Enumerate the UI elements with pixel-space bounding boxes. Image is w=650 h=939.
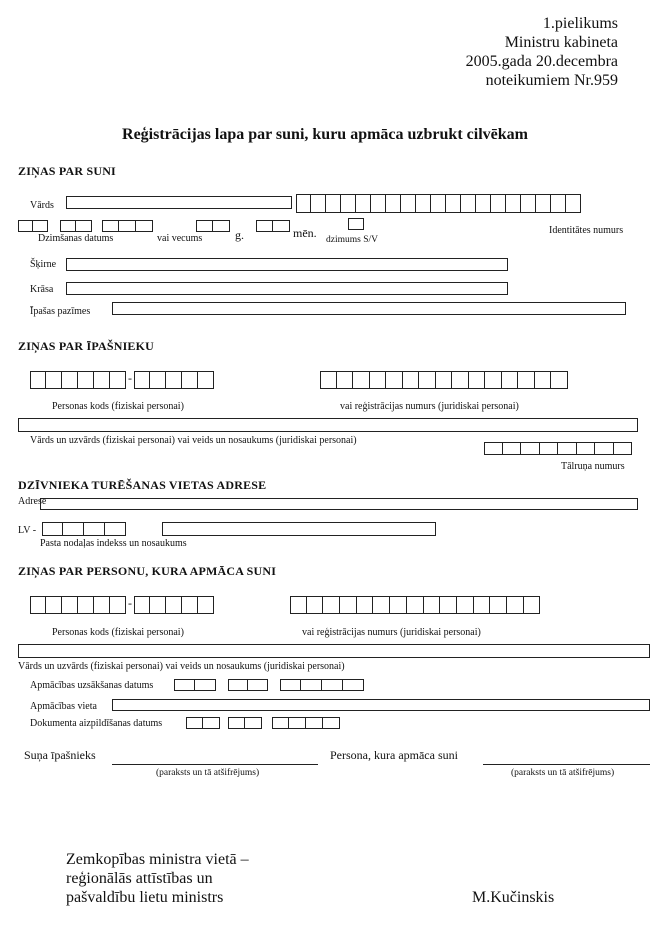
owner-reg-boxes[interactable] bbox=[320, 371, 568, 389]
char-box[interactable] bbox=[507, 596, 524, 614]
char-box[interactable] bbox=[42, 522, 63, 536]
char-box[interactable] bbox=[371, 194, 386, 213]
sex-label: dzimums S/V bbox=[326, 235, 378, 245]
address-input[interactable] bbox=[40, 498, 638, 510]
trainer-name-label: Vārds un uzvārds (fiziskai personai) vai veids un nosaukums (juridiskai personai) bbox=[18, 661, 345, 672]
char-box[interactable] bbox=[614, 442, 633, 455]
footer-line-1: Zemkopības ministra vietā – bbox=[66, 851, 249, 868]
char-box[interactable] bbox=[343, 679, 364, 691]
char-box[interactable] bbox=[150, 596, 166, 614]
char-box[interactable] bbox=[390, 596, 407, 614]
char-box[interactable] bbox=[213, 220, 230, 232]
annex-header bbox=[466, 14, 618, 90]
owner-signature-line[interactable] bbox=[112, 764, 318, 765]
trainer-signature-hint: (paraksts un tā atšifrējums) bbox=[511, 768, 615, 778]
trainer-reg-boxes[interactable] bbox=[290, 596, 540, 614]
char-box[interactable] bbox=[386, 371, 403, 389]
char-box[interactable] bbox=[186, 717, 203, 729]
minister-name: M.Kučinskis bbox=[472, 889, 555, 906]
char-box[interactable] bbox=[595, 442, 614, 455]
birth-date-label: Dzimšanas datums bbox=[38, 233, 114, 244]
char-box[interactable] bbox=[431, 194, 446, 213]
char-box[interactable] bbox=[558, 442, 577, 455]
footer-line-2: reģionālās attīstības un bbox=[66, 870, 213, 887]
char-box[interactable] bbox=[290, 596, 307, 614]
char-box[interactable] bbox=[521, 194, 536, 213]
birth-year-boxes[interactable] bbox=[102, 220, 153, 232]
char-box[interactable] bbox=[320, 371, 337, 389]
char-box[interactable] bbox=[446, 194, 461, 213]
char-box[interactable] bbox=[110, 596, 126, 614]
footer-line-3: pašvaldību lietu ministrs bbox=[66, 889, 224, 906]
section-dog-heading: ZIŅAS PAR SUNI bbox=[18, 164, 116, 178]
postal-label: Pasta nodaļas indekss un nosaukums bbox=[40, 538, 187, 549]
header-line-3: 2005.gada 20.decembra bbox=[465, 53, 618, 70]
lv-prefix: LV - bbox=[18, 525, 37, 536]
char-box[interactable] bbox=[166, 371, 182, 389]
char-box[interactable] bbox=[370, 371, 387, 389]
char-box[interactable] bbox=[273, 220, 290, 232]
char-box[interactable] bbox=[416, 194, 431, 213]
start-day-boxes[interactable] bbox=[174, 679, 216, 691]
months-label: mēn. bbox=[293, 226, 317, 240]
address-label: Adrese bbox=[18, 496, 47, 507]
trainer-pid-label: Personas kods (fiziskai personai) bbox=[52, 627, 184, 638]
breed-label: Šķirne bbox=[30, 259, 57, 270]
header-line-1: 1.pielikums bbox=[542, 15, 618, 32]
trainer-reg-label: vai reģistrācijas numurs (juridiskai personai) bbox=[302, 627, 481, 638]
char-box[interactable] bbox=[535, 371, 552, 389]
owner-pid-part1[interactable] bbox=[30, 371, 126, 389]
marks-input[interactable] bbox=[112, 302, 626, 315]
char-box[interactable] bbox=[326, 194, 341, 213]
char-box[interactable] bbox=[245, 717, 262, 729]
char-box[interactable] bbox=[78, 371, 94, 389]
char-box[interactable] bbox=[134, 371, 150, 389]
char-box[interactable] bbox=[341, 194, 356, 213]
training-start-label: Apmācības uzsākšanas datums bbox=[30, 680, 154, 691]
page-title: Reģistrācijas lapa par suni, kuru apmāca uzbrukt cilvēkam bbox=[122, 126, 528, 143]
char-box[interactable] bbox=[182, 371, 198, 389]
char-box[interactable] bbox=[296, 194, 311, 213]
trainer-pid-dash: - bbox=[128, 596, 132, 610]
age-years-boxes[interactable] bbox=[196, 220, 230, 232]
char-box[interactable] bbox=[484, 442, 503, 455]
char-box[interactable] bbox=[166, 596, 182, 614]
char-box[interactable] bbox=[30, 596, 46, 614]
owner-name-label: Vārds un uzvārds (fiziskai personai) vai veids un nosaukums (juridiskai personai) bbox=[30, 435, 357, 446]
char-box[interactable] bbox=[78, 596, 94, 614]
char-box[interactable] bbox=[348, 218, 364, 230]
char-box[interactable] bbox=[353, 371, 370, 389]
color-input[interactable] bbox=[66, 282, 508, 295]
char-box[interactable] bbox=[521, 442, 540, 455]
char-box[interactable] bbox=[401, 194, 416, 213]
trainer-pid-part1[interactable] bbox=[30, 596, 126, 614]
char-box[interactable] bbox=[323, 717, 340, 729]
dog-name-label: Vārds bbox=[30, 200, 54, 211]
char-box[interactable] bbox=[198, 596, 214, 614]
char-box[interactable] bbox=[323, 596, 340, 614]
char-box[interactable] bbox=[577, 442, 596, 455]
start-month-boxes[interactable] bbox=[228, 679, 268, 691]
char-box[interactable] bbox=[373, 596, 390, 614]
char-box[interactable] bbox=[110, 371, 126, 389]
filled-month-boxes[interactable] bbox=[228, 717, 262, 729]
owner-reg-label: vai reģistrācijas numurs (juridiskai personai) bbox=[340, 401, 519, 412]
char-box[interactable] bbox=[196, 220, 213, 232]
char-box[interactable] bbox=[105, 522, 126, 536]
char-box[interactable] bbox=[356, 194, 371, 213]
char-box[interactable] bbox=[419, 371, 436, 389]
char-box[interactable] bbox=[248, 679, 268, 691]
char-box[interactable] bbox=[307, 596, 324, 614]
char-box[interactable] bbox=[195, 679, 216, 691]
age-months-boxes[interactable] bbox=[256, 220, 290, 232]
trainer-pid-part2[interactable] bbox=[134, 596, 214, 614]
char-box[interactable] bbox=[340, 596, 357, 614]
char-box[interactable] bbox=[566, 194, 581, 213]
owner-pid-part2[interactable] bbox=[134, 371, 214, 389]
postal-code-boxes[interactable] bbox=[42, 522, 126, 536]
color-label: Krāsa bbox=[30, 284, 54, 295]
birth-month-boxes[interactable] bbox=[60, 220, 92, 232]
owner-pid-label: Personas kods (fiziskai personai) bbox=[52, 401, 184, 412]
filled-day-boxes[interactable] bbox=[186, 717, 220, 729]
char-box[interactable] bbox=[490, 596, 507, 614]
section-trainer-heading: ZIŅAS PAR PERSONU, KURA APMĀCA SUNI bbox=[18, 564, 277, 578]
section-address-heading: DZĪVNIEKA TURĒŠANAS VIETAS ADRESE bbox=[18, 478, 267, 492]
char-box[interactable] bbox=[60, 220, 76, 232]
header-line-4: noteikumiem Nr.959 bbox=[485, 72, 618, 89]
char-box[interactable] bbox=[551, 371, 568, 389]
char-box[interactable] bbox=[102, 220, 119, 232]
char-box[interactable] bbox=[46, 596, 62, 614]
char-box[interactable] bbox=[452, 371, 469, 389]
char-box[interactable] bbox=[76, 220, 92, 232]
char-box[interactable] bbox=[469, 371, 486, 389]
owner-signature-label: Suņa īpašnieks bbox=[24, 748, 96, 762]
char-box[interactable] bbox=[62, 371, 78, 389]
char-box[interactable] bbox=[491, 194, 506, 213]
char-box[interactable] bbox=[46, 371, 62, 389]
char-box[interactable] bbox=[540, 442, 559, 455]
char-box[interactable] bbox=[474, 596, 491, 614]
char-box[interactable] bbox=[440, 596, 457, 614]
char-box[interactable] bbox=[311, 194, 326, 213]
char-box[interactable] bbox=[407, 596, 424, 614]
owner-pid-dash: - bbox=[128, 371, 132, 385]
owner-phone-boxes[interactable] bbox=[484, 442, 632, 455]
marks-label: Īpašas pazīmes bbox=[30, 306, 91, 317]
char-box[interactable] bbox=[256, 220, 273, 232]
trainer-signature-line[interactable] bbox=[483, 764, 650, 765]
char-box[interactable] bbox=[436, 371, 453, 389]
char-box[interactable] bbox=[150, 371, 166, 389]
sex-box[interactable] bbox=[348, 218, 364, 230]
dog-id-boxes[interactable] bbox=[296, 194, 581, 213]
training-place-input[interactable] bbox=[112, 699, 650, 711]
char-box[interactable] bbox=[518, 371, 535, 389]
char-box[interactable] bbox=[30, 371, 46, 389]
char-box[interactable] bbox=[119, 220, 136, 232]
char-box[interactable] bbox=[182, 596, 198, 614]
char-box[interactable] bbox=[136, 220, 153, 232]
section-owner-heading: ZIŅAS PAR ĪPAŠNIEKU bbox=[18, 339, 155, 353]
start-year-boxes[interactable] bbox=[280, 679, 364, 691]
char-box[interactable] bbox=[94, 371, 110, 389]
age-label: vai vecums bbox=[157, 233, 203, 244]
char-box[interactable] bbox=[403, 371, 420, 389]
birth-day-boxes[interactable] bbox=[18, 220, 48, 232]
char-box[interactable] bbox=[551, 194, 566, 213]
dog-name-input[interactable] bbox=[66, 196, 292, 209]
breed-input[interactable] bbox=[66, 258, 508, 271]
training-place-label: Apmācības vieta bbox=[30, 701, 97, 712]
char-box[interactable] bbox=[322, 679, 343, 691]
footer-signatory bbox=[66, 850, 249, 907]
char-box[interactable] bbox=[503, 442, 522, 455]
char-box[interactable] bbox=[84, 522, 105, 536]
char-box[interactable] bbox=[424, 596, 441, 614]
char-box[interactable] bbox=[280, 679, 301, 691]
header-line-2: Ministru kabineta bbox=[504, 34, 618, 51]
owner-name-input[interactable] bbox=[18, 418, 638, 432]
char-box[interactable] bbox=[506, 194, 521, 213]
char-box[interactable] bbox=[198, 371, 214, 389]
filled-year-boxes[interactable] bbox=[272, 717, 340, 729]
char-box[interactable] bbox=[289, 717, 306, 729]
char-box[interactable] bbox=[301, 679, 322, 691]
char-box[interactable] bbox=[536, 194, 551, 213]
char-box[interactable] bbox=[228, 679, 248, 691]
char-box[interactable] bbox=[485, 371, 502, 389]
owner-phone-label: Tālruņa numurs bbox=[561, 461, 625, 472]
char-box[interactable] bbox=[306, 717, 323, 729]
char-box[interactable] bbox=[461, 194, 476, 213]
char-box[interactable] bbox=[63, 522, 84, 536]
char-box[interactable] bbox=[33, 220, 48, 232]
char-box[interactable] bbox=[174, 679, 195, 691]
char-box[interactable] bbox=[62, 596, 78, 614]
trainer-name-input[interactable] bbox=[18, 644, 650, 658]
char-box[interactable] bbox=[94, 596, 110, 614]
char-box[interactable] bbox=[228, 717, 245, 729]
char-box[interactable] bbox=[134, 596, 150, 614]
filled-date-label: Dokumenta aizpildīšanas datums bbox=[30, 718, 163, 729]
char-box[interactable] bbox=[502, 371, 519, 389]
years-label: g. bbox=[235, 228, 244, 242]
id-number-label: Identitātes numurs bbox=[549, 225, 624, 236]
char-box[interactable] bbox=[203, 717, 220, 729]
char-box[interactable] bbox=[357, 596, 374, 614]
char-box[interactable] bbox=[476, 194, 491, 213]
char-box[interactable] bbox=[386, 194, 401, 213]
char-box[interactable] bbox=[272, 717, 289, 729]
char-box[interactable] bbox=[337, 371, 354, 389]
postal-office-input[interactable] bbox=[162, 522, 436, 536]
char-box[interactable] bbox=[457, 596, 474, 614]
char-box[interactable] bbox=[524, 596, 541, 614]
char-box[interactable] bbox=[18, 220, 33, 232]
owner-signature-hint: (paraksts un tā atšifrējums) bbox=[156, 768, 260, 778]
trainer-signature-label: Persona, kura apmāca suni bbox=[330, 748, 458, 762]
